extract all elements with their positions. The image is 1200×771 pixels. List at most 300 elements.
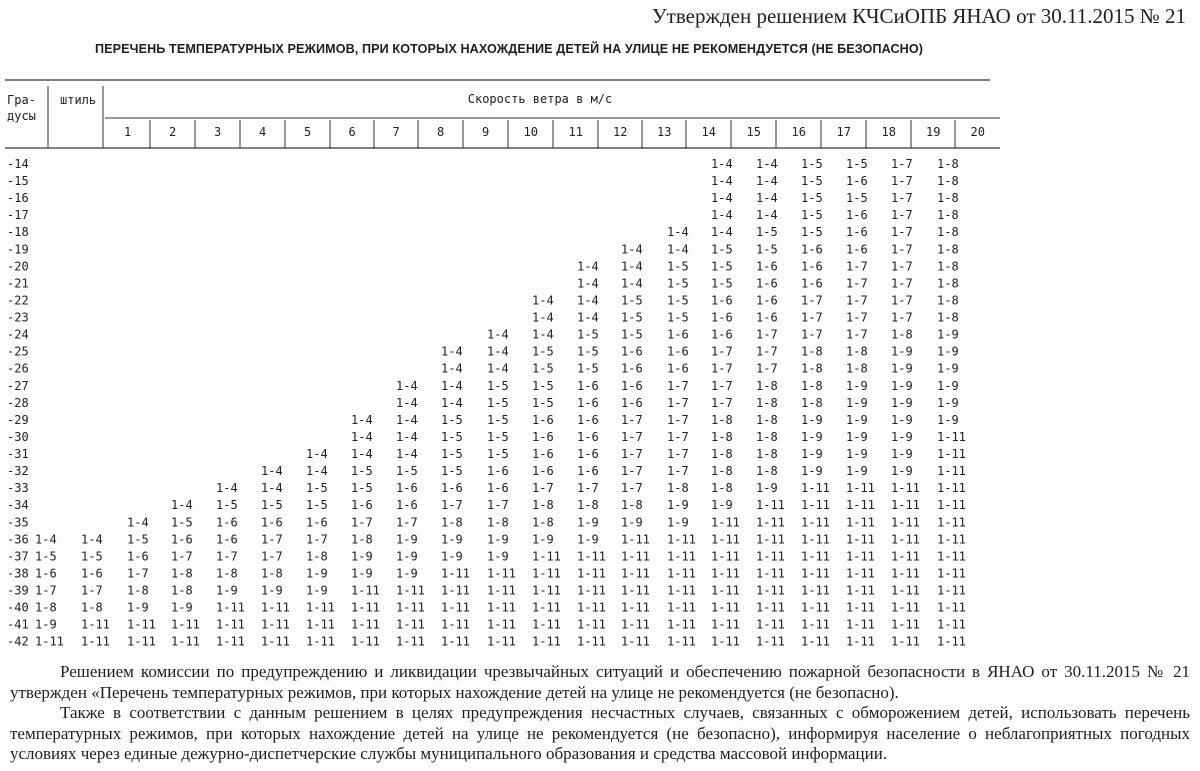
duration-cell: 1-7 xyxy=(891,259,913,274)
table-row xyxy=(7,447,966,461)
duration-cell: 1-11 xyxy=(621,549,650,564)
temperature-cell: -25 xyxy=(7,344,29,359)
wind-speed-label: 10 xyxy=(523,125,538,139)
duration-cell: 1-11 xyxy=(711,617,740,632)
duration-cell: 1-11 xyxy=(667,532,696,547)
wind-speed-label: 7 xyxy=(392,125,400,139)
duration-cell: 1-9 xyxy=(846,464,868,479)
duration-cell: 1-7 xyxy=(396,515,418,530)
wind-speed-label: 1 xyxy=(124,125,132,139)
temperature-cell: -35 xyxy=(7,515,29,530)
duration-cell: 1-11 xyxy=(487,617,516,632)
duration-cell: 1-11 xyxy=(801,549,830,564)
temperature-cell: -23 xyxy=(7,310,29,325)
duration-cell: 1-6 xyxy=(396,498,418,513)
table-row xyxy=(7,259,959,273)
duration-cell: 1-11 xyxy=(621,634,650,649)
duration-cell: 1-9 xyxy=(937,361,959,376)
duration-cell: 1-9 xyxy=(351,566,373,581)
duration-cell: 1-6 xyxy=(532,447,554,462)
duration-cell: 1-8 xyxy=(846,344,868,359)
duration-cell: 1-11 xyxy=(351,634,380,649)
duration-cell: 1-4 xyxy=(396,412,418,427)
duration-cell: 1-11 xyxy=(711,515,740,530)
duration-cell: 1-5 xyxy=(621,327,643,342)
duration-cell: 1-6 xyxy=(846,208,868,223)
duration-cell: 1-11 xyxy=(756,549,785,564)
duration-cell: 1-5 xyxy=(667,276,689,291)
duration-cell: 1-11 xyxy=(937,515,966,530)
duration-cell: 1-9 xyxy=(216,583,238,598)
duration-cell: 1-11 xyxy=(441,600,470,615)
temperature-cell: -41 xyxy=(7,617,29,632)
duration-cell: 1-11 xyxy=(441,634,470,649)
duration-cell: 1-7 xyxy=(801,310,823,325)
degrees-header-line1: Гра- xyxy=(7,93,36,107)
duration-cell: 1-6 xyxy=(487,481,509,496)
duration-cell: 1-11 xyxy=(532,549,561,564)
document-title: ПЕРЕЧЕНЬ ТЕМПЕРАТУРНЫХ РЕЖИМОВ, ПРИ КОТОРЫХ НАХОЖДЕНИЕ ДЕТЕЙ НА УЛИЦЕ НЕ РЕКОМЕНДУЕТСЯ (НЕ БЕЗОПАСНО) xyxy=(95,42,924,56)
duration-cell: 1-11 xyxy=(756,515,785,530)
duration-cell: 1-8 xyxy=(261,566,283,581)
duration-cell: 1-11 xyxy=(621,566,650,581)
duration-cell: 1-11 xyxy=(937,566,966,581)
duration-cell: 1-4 xyxy=(756,208,778,223)
duration-cell: 1-4 xyxy=(487,361,509,376)
duration-cell: 1-7 xyxy=(711,395,733,410)
table-row xyxy=(7,481,966,495)
duration-cell: 1-5 xyxy=(756,225,778,240)
duration-cell: 1-11 xyxy=(891,481,920,496)
duration-cell: 1-11 xyxy=(35,634,64,649)
duration-cell: 1-11 xyxy=(846,532,875,547)
temperature-cell: -39 xyxy=(7,583,29,598)
duration-cell: 1-5 xyxy=(127,532,149,547)
duration-cell: 1-4 xyxy=(171,498,193,513)
duration-cell: 1-9 xyxy=(667,498,689,513)
duration-cell: 1-11 xyxy=(351,583,380,598)
duration-cell: 1-4 xyxy=(396,429,418,444)
duration-cell: 1-9 xyxy=(801,464,823,479)
duration-cell: 1-6 xyxy=(711,293,733,308)
wind-speed-labels xyxy=(124,125,985,139)
wind-speed-label: 19 xyxy=(926,125,941,139)
duration-cell: 1-5 xyxy=(667,310,689,325)
duration-cell: 1-11 xyxy=(577,549,606,564)
duration-cell: 1-5 xyxy=(532,361,554,376)
duration-cell: 1-9 xyxy=(306,566,328,581)
duration-cell: 1-7 xyxy=(711,361,733,376)
duration-cell: 1-11 xyxy=(577,600,606,615)
duration-cell: 1-7 xyxy=(127,566,149,581)
temperature-cell: -17 xyxy=(7,208,29,223)
duration-cell: 1-4 xyxy=(532,327,554,342)
duration-cell: 1-4 xyxy=(756,174,778,189)
duration-cell: 1-9 xyxy=(937,395,959,410)
duration-cell: 1-5 xyxy=(577,327,599,342)
duration-cell: 1-8 xyxy=(756,464,778,479)
duration-cell: 1-6 xyxy=(667,344,689,359)
duration-cell: 1-4 xyxy=(711,174,733,189)
duration-cell: 1-6 xyxy=(756,259,778,274)
duration-cell: 1-7 xyxy=(846,259,868,274)
table-row xyxy=(7,584,966,598)
duration-cell: 1-11 xyxy=(667,617,696,632)
duration-cell: 1-11 xyxy=(396,617,425,632)
temperature-cell: -15 xyxy=(7,174,29,189)
duration-cell: 1-4 xyxy=(261,464,283,479)
duration-cell: 1-7 xyxy=(891,242,913,257)
duration-cell: 1-6 xyxy=(801,259,823,274)
duration-cell: 1-11 xyxy=(846,566,875,581)
duration-cell: 1-7 xyxy=(216,549,238,564)
duration-cell: 1-11 xyxy=(532,566,561,581)
duration-cell: 1-7 xyxy=(621,447,643,462)
duration-cell: 1-7 xyxy=(891,276,913,291)
duration-cell: 1-4 xyxy=(35,532,57,547)
duration-cell: 1-11 xyxy=(532,634,561,649)
duration-cell: 1-8 xyxy=(171,583,193,598)
duration-cell: 1-11 xyxy=(306,617,335,632)
duration-cell: 1-9 xyxy=(846,378,868,393)
duration-cell: 1-8 xyxy=(351,532,373,547)
duration-cell: 1-5 xyxy=(801,208,823,223)
duration-cell: 1-11 xyxy=(532,617,561,632)
duration-cell: 1-4 xyxy=(396,378,418,393)
duration-cell: 1-11 xyxy=(351,600,380,615)
duration-cell: 1-11 xyxy=(756,634,785,649)
duration-cell: 1-11 xyxy=(621,617,650,632)
duration-cell: 1-4 xyxy=(441,344,463,359)
duration-cell: 1-7 xyxy=(891,191,913,206)
duration-cell: 1-11 xyxy=(756,583,785,598)
table-row xyxy=(7,174,959,188)
duration-cell: 1-8 xyxy=(621,498,643,513)
duration-cell: 1-7 xyxy=(846,293,868,308)
footer-paragraph-1: Решением комиссии по предупреждению и ликвидации чрезвычайных ситуаций и обеспечению пожарной безопасности в ЯНАО от 30.11.2015 № 21 утвержден «Перечень температурных режимов, при которых нахождение детей на улице не рекомендуется (не безопасно). xyxy=(10,662,1190,702)
duration-cell: 1-9 xyxy=(846,429,868,444)
duration-cell: 1-6 xyxy=(577,412,599,427)
duration-cell: 1-9 xyxy=(891,378,913,393)
duration-cell: 1-5 xyxy=(441,412,463,427)
duration-cell: 1-11 xyxy=(711,532,740,547)
duration-cell: 1-6 xyxy=(711,327,733,342)
duration-cell: 1-9 xyxy=(801,447,823,462)
duration-cell: 1-9 xyxy=(35,617,57,632)
temperature-cell: -21 xyxy=(7,276,29,291)
duration-cell: 1-4 xyxy=(216,481,238,496)
duration-cell: 1-11 xyxy=(937,532,966,547)
duration-cell: 1-6 xyxy=(577,429,599,444)
duration-cell: 1-8 xyxy=(532,498,554,513)
wind-speed-label: 3 xyxy=(214,125,222,139)
duration-cell: 1-11 xyxy=(891,583,920,598)
duration-cell: 1-8 xyxy=(937,310,959,325)
duration-cell: 1-8 xyxy=(756,412,778,427)
duration-cell: 1-11 xyxy=(801,583,830,598)
duration-cell: 1-11 xyxy=(846,498,875,513)
duration-cell: 1-4 xyxy=(441,361,463,376)
duration-cell: 1-9 xyxy=(396,532,418,547)
duration-cell: 1-5 xyxy=(532,344,554,359)
duration-cell: 1-8 xyxy=(756,429,778,444)
duration-cell: 1-9 xyxy=(937,412,959,427)
duration-cell: 1-9 xyxy=(891,361,913,376)
table-row xyxy=(7,566,966,580)
duration-cell: 1-6 xyxy=(532,464,554,479)
wind-speed-label: 15 xyxy=(746,125,761,139)
duration-cell: 1-7 xyxy=(532,481,554,496)
duration-cell: 1-4 xyxy=(577,293,599,308)
duration-cell: 1-7 xyxy=(621,429,643,444)
duration-cell: 1-7 xyxy=(621,481,643,496)
duration-cell: 1-9 xyxy=(487,549,509,564)
duration-cell: 1-8 xyxy=(937,174,959,189)
duration-cell: 1-8 xyxy=(711,447,733,462)
duration-cell: 1-9 xyxy=(711,498,733,513)
duration-cell: 1-8 xyxy=(711,464,733,479)
duration-cell: 1-8 xyxy=(487,515,509,530)
duration-cell: 1-9 xyxy=(351,549,373,564)
duration-cell: 1-11 xyxy=(801,617,830,632)
duration-cell: 1-9 xyxy=(937,327,959,342)
duration-cell: 1-11 xyxy=(127,634,156,649)
duration-cell: 1-11 xyxy=(801,634,830,649)
duration-cell: 1-8 xyxy=(711,429,733,444)
wind-speed-label: 20 xyxy=(970,125,985,139)
duration-cell: 1-4 xyxy=(711,157,733,171)
duration-cell: 1-8 xyxy=(667,481,689,496)
duration-cell: 1-4 xyxy=(756,157,778,171)
duration-cell: 1-8 xyxy=(171,566,193,581)
duration-cell: 1-5 xyxy=(306,498,328,513)
duration-cell: 1-8 xyxy=(937,259,959,274)
temperature-cell: -37 xyxy=(7,549,29,564)
duration-cell: 1-11 xyxy=(261,600,290,615)
duration-cell: 1-7 xyxy=(306,532,328,547)
table-row xyxy=(7,242,959,256)
temperature-cell: -28 xyxy=(7,395,29,410)
duration-cell: 1-9 xyxy=(396,566,418,581)
temperature-cell: -42 xyxy=(7,634,29,649)
duration-cell: 1-4 xyxy=(711,225,733,240)
table-body xyxy=(7,157,966,649)
duration-cell: 1-4 xyxy=(81,532,103,547)
duration-cell: 1-11 xyxy=(81,634,110,649)
duration-cell: 1-4 xyxy=(621,259,643,274)
duration-cell: 1-11 xyxy=(577,617,606,632)
duration-cell: 1-5 xyxy=(667,293,689,308)
duration-cell: 1-6 xyxy=(532,412,554,427)
wind-speed-label: 13 xyxy=(657,125,672,139)
duration-cell: 1-9 xyxy=(441,532,463,547)
duration-cell: 1-5 xyxy=(532,395,554,410)
table-row xyxy=(7,345,959,359)
duration-cell: 1-11 xyxy=(801,532,830,547)
duration-cell: 1-8 xyxy=(756,378,778,393)
duration-cell: 1-7 xyxy=(351,515,373,530)
table-row xyxy=(7,635,966,649)
duration-cell: 1-8 xyxy=(846,361,868,376)
duration-cell: 1-11 xyxy=(441,566,470,581)
duration-cell: 1-4 xyxy=(667,242,689,257)
duration-cell: 1-6 xyxy=(621,378,643,393)
duration-cell: 1-9 xyxy=(441,549,463,564)
duration-cell: 1-9 xyxy=(891,464,913,479)
duration-cell: 1-11 xyxy=(577,634,606,649)
duration-cell: 1-5 xyxy=(81,549,103,564)
duration-cell: 1-11 xyxy=(621,600,650,615)
wind-speed-label: 17 xyxy=(836,125,851,139)
duration-cell: 1-8 xyxy=(801,344,823,359)
duration-cell: 1-8 xyxy=(306,549,328,564)
duration-cell: 1-9 xyxy=(667,515,689,530)
duration-cell: 1-5 xyxy=(487,429,509,444)
degrees-header-line2: дусы xyxy=(7,109,36,123)
duration-cell: 1-7 xyxy=(756,327,778,342)
duration-cell: 1-11 xyxy=(937,600,966,615)
duration-cell: 1-7 xyxy=(801,293,823,308)
footer-text xyxy=(10,662,1190,765)
duration-cell: 1-11 xyxy=(711,600,740,615)
duration-cell: 1-6 xyxy=(667,361,689,376)
duration-cell: 1-4 xyxy=(667,225,689,240)
duration-cell: 1-4 xyxy=(711,208,733,223)
duration-cell: 1-5 xyxy=(801,191,823,206)
temperature-cell: -14 xyxy=(7,157,29,171)
duration-cell: 1-4 xyxy=(577,310,599,325)
temperature-cell: -16 xyxy=(7,191,29,206)
duration-cell: 1-9 xyxy=(937,344,959,359)
table-row xyxy=(7,464,966,478)
duration-cell: 1-4 xyxy=(261,481,283,496)
duration-cell: 1-9 xyxy=(532,532,554,547)
duration-cell: 1-6 xyxy=(846,225,868,240)
duration-cell: 1-9 xyxy=(937,378,959,393)
duration-cell: 1-7 xyxy=(487,498,509,513)
duration-cell: 1-11 xyxy=(621,532,650,547)
duration-cell: 1-7 xyxy=(846,310,868,325)
duration-cell: 1-7 xyxy=(261,532,283,547)
duration-cell: 1-11 xyxy=(441,583,470,598)
temperature-cell: -31 xyxy=(7,447,29,462)
duration-cell: 1-5 xyxy=(351,464,373,479)
duration-cell: 1-9 xyxy=(487,532,509,547)
duration-cell: 1-11 xyxy=(846,634,875,649)
duration-cell: 1-11 xyxy=(711,634,740,649)
duration-cell: 1-5 xyxy=(756,242,778,257)
duration-cell: 1-8 xyxy=(937,276,959,291)
table-row xyxy=(7,396,959,410)
duration-cell: 1-11 xyxy=(216,617,245,632)
duration-cell: 1-6 xyxy=(81,566,103,581)
duration-cell: 1-4 xyxy=(577,259,599,274)
duration-cell: 1-8 xyxy=(216,566,238,581)
duration-cell: 1-11 xyxy=(846,481,875,496)
duration-cell: 1-9 xyxy=(891,447,913,462)
duration-cell: 1-11 xyxy=(937,617,966,632)
temperature-cell: -29 xyxy=(7,412,29,427)
duration-cell: 1-5 xyxy=(532,378,554,393)
table-row xyxy=(7,549,966,563)
duration-cell: 1-9 xyxy=(846,412,868,427)
duration-cell: 1-5 xyxy=(487,447,509,462)
temperature-cell: -40 xyxy=(7,600,29,615)
wind-speed-label: 4 xyxy=(259,125,267,139)
duration-cell: 1-9 xyxy=(891,429,913,444)
temperature-cell: -38 xyxy=(7,566,29,581)
duration-cell: 1-8 xyxy=(937,293,959,308)
duration-cell: 1-6 xyxy=(667,327,689,342)
temperature-cell: -32 xyxy=(7,464,29,479)
duration-cell: 1-5 xyxy=(351,481,373,496)
duration-cell: 1-11 xyxy=(216,634,245,649)
duration-cell: 1-8 xyxy=(801,361,823,376)
duration-cell: 1-11 xyxy=(801,600,830,615)
duration-cell: 1-11 xyxy=(891,617,920,632)
duration-cell: 1-5 xyxy=(441,429,463,444)
duration-cell: 1-6 xyxy=(756,276,778,291)
duration-cell: 1-8 xyxy=(711,412,733,427)
duration-cell: 1-6 xyxy=(441,481,463,496)
duration-cell: 1-5 xyxy=(711,259,733,274)
duration-cell: 1-11 xyxy=(891,566,920,581)
temperature-cell: -18 xyxy=(7,225,29,240)
wind-speed-label: 14 xyxy=(701,125,716,139)
temperature-cell: -20 xyxy=(7,259,29,274)
duration-cell: 1-5 xyxy=(621,293,643,308)
wind-speed-label: 6 xyxy=(348,125,356,139)
temperature-cell: -30 xyxy=(7,429,29,444)
duration-cell: 1-11 xyxy=(577,566,606,581)
wind-speed-label: 8 xyxy=(437,125,445,139)
table-row xyxy=(7,276,959,290)
duration-cell: 1-7 xyxy=(891,208,913,223)
duration-cell: 1-11 xyxy=(127,617,156,632)
duration-cell: 1-5 xyxy=(846,191,868,206)
duration-cell: 1-7 xyxy=(711,344,733,359)
duration-cell: 1-11 xyxy=(756,498,785,513)
duration-cell: 1-8 xyxy=(937,157,959,171)
duration-cell: 1-7 xyxy=(756,361,778,376)
duration-cell: 1-9 xyxy=(891,395,913,410)
duration-cell: 1-4 xyxy=(127,515,149,530)
approval-line: Утвержден решением КЧСиОПБ ЯНАО от 30.11.2015 № 21 xyxy=(651,4,1186,28)
duration-cell: 1-5 xyxy=(711,276,733,291)
duration-cell: 1-11 xyxy=(801,566,830,581)
temperature-cell: -24 xyxy=(7,327,29,342)
duration-cell: 1-11 xyxy=(801,498,830,513)
duration-cell: 1-6 xyxy=(621,344,643,359)
duration-cell: 1-5 xyxy=(577,361,599,376)
duration-cell: 1-11 xyxy=(667,634,696,649)
duration-cell: 1-6 xyxy=(621,395,643,410)
duration-cell: 1-8 xyxy=(937,225,959,240)
temperature-cell: -27 xyxy=(7,378,29,393)
duration-cell: 1-5 xyxy=(306,481,328,496)
duration-cell: 1-8 xyxy=(532,515,554,530)
duration-cell: 1-11 xyxy=(667,566,696,581)
duration-cell: 1-11 xyxy=(171,617,200,632)
duration-cell: 1-11 xyxy=(937,429,966,444)
duration-cell: 1-4 xyxy=(756,191,778,206)
duration-cell: 1-7 xyxy=(756,344,778,359)
duration-cell: 1-6 xyxy=(577,395,599,410)
duration-cell: 1-11 xyxy=(937,583,966,598)
duration-cell: 1-11 xyxy=(171,634,200,649)
duration-cell: 1-9 xyxy=(127,600,149,615)
duration-cell: 1-11 xyxy=(846,600,875,615)
